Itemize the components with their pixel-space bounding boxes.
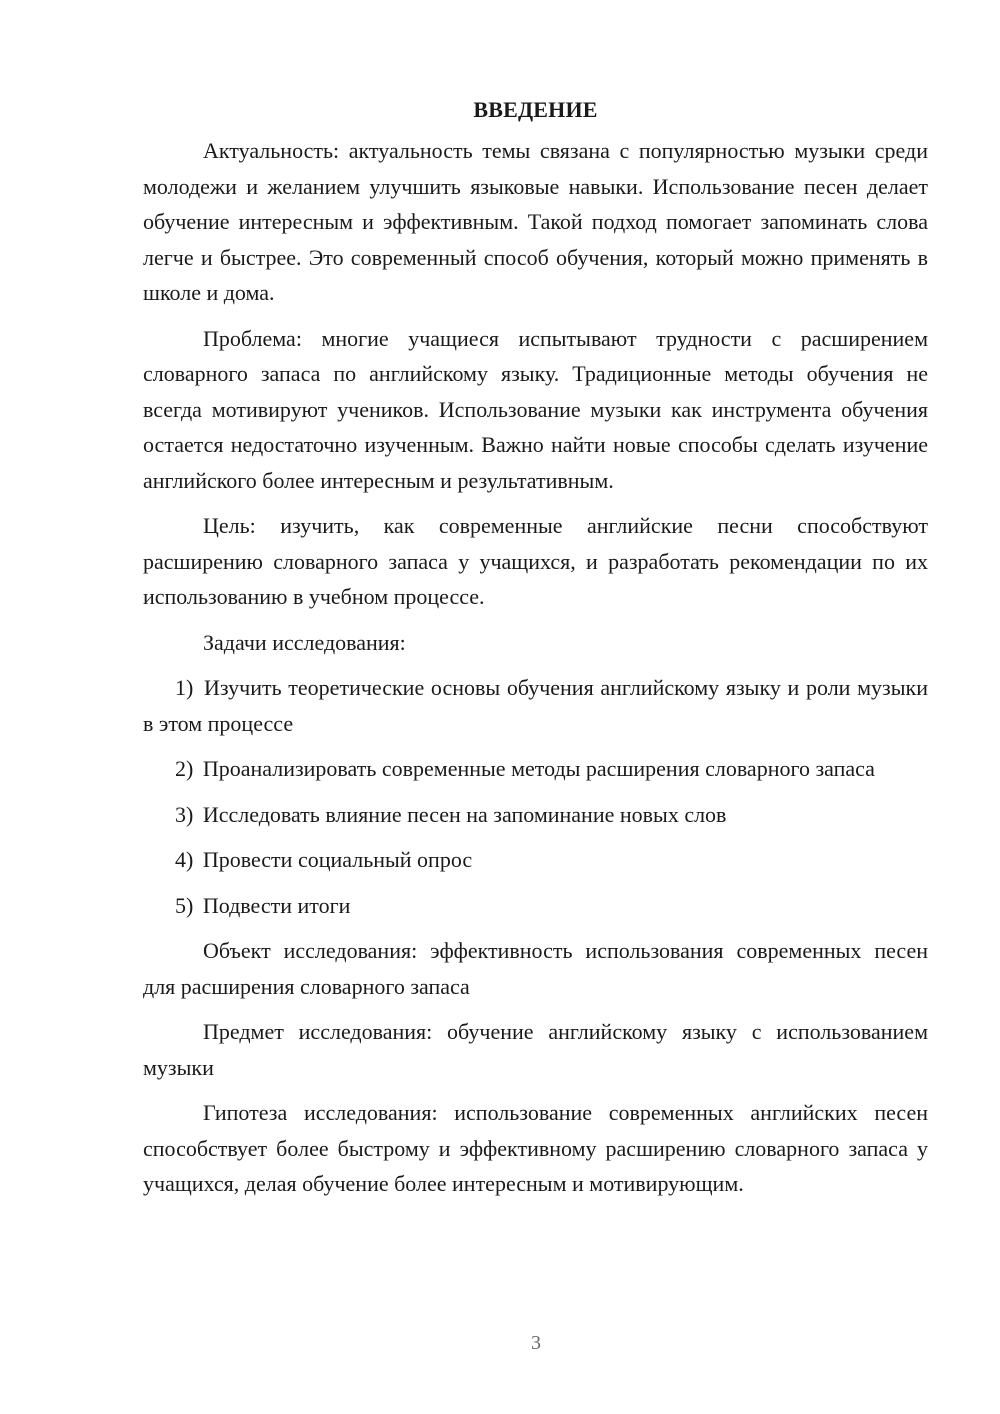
hypothesis-paragraph: Гипотеза исследования: использование современных английских песен способствует более быстрому и эффективному расширению словарного запаса у учащихся, делая обучение более интересным и мотивирующим. xyxy=(143,1100,928,1196)
task-number: 2) xyxy=(175,756,194,781)
problem-paragraph: Проблема: многие учащиеся испытывают трудности с расширением словарного запаса по английскому языку. Традиционные методы обучения не всегда мотивируют учеников. Использование музыки как инструмента обучения остается недостаточно изученным. Важно найти новые способы сделать изучение английского более интересным и результативным. xyxy=(143,325,928,493)
task-number: 5) xyxy=(175,892,194,918)
document-page xyxy=(143,92,928,1212)
page-title: ВВЕДЕНИЕ xyxy=(473,97,598,122)
task-number: 4) xyxy=(175,847,194,872)
task-text: Провести социальный опрос xyxy=(202,847,473,872)
page-number: 3 xyxy=(531,1332,541,1354)
task-text: Подвести итоги xyxy=(202,892,351,918)
task-text: Исследовать влияние песен на запоминание новых слов xyxy=(202,801,727,827)
task-item-5 xyxy=(143,888,928,924)
task-item-4 xyxy=(143,842,928,878)
task-text: Проанализировать современные методы расширения словарного запаса xyxy=(202,756,875,781)
task-number: 3) xyxy=(175,801,194,827)
subject-paragraph: Предмет исследования: обучение английскому языку с использованием музыки xyxy=(143,1019,928,1080)
relevance-paragraph: Актуальность: актуальность темы связана с популярностью музыки среди молодежи и желанием улучшить языковые навыки. Использование песен делает обучение интересным и эффективным. Такой подход помогает запоминать слова легче и быстрее. Это современный способ обучения, который можно применять в школе и дома. xyxy=(143,138,928,305)
task-item-3 xyxy=(143,797,928,833)
goal-paragraph: Цель: изучить, как современные английские песни способствуют расширению словарного запаса у учащихся, и разработать рекомендации по их использованию в учебном процессе. xyxy=(143,513,928,609)
tasks-heading: Задачи исследования: xyxy=(203,629,406,655)
task-number: 1) xyxy=(175,675,194,700)
task-text: Изучить теоретические основы обучения английскому языку и роли музыки в этом процессе xyxy=(143,675,928,736)
task-item-1 xyxy=(143,670,928,741)
object-paragraph: Объект исследования: эффективность использования современных песен для расширения словарного запаса xyxy=(143,938,928,999)
task-item-2 xyxy=(143,751,928,787)
